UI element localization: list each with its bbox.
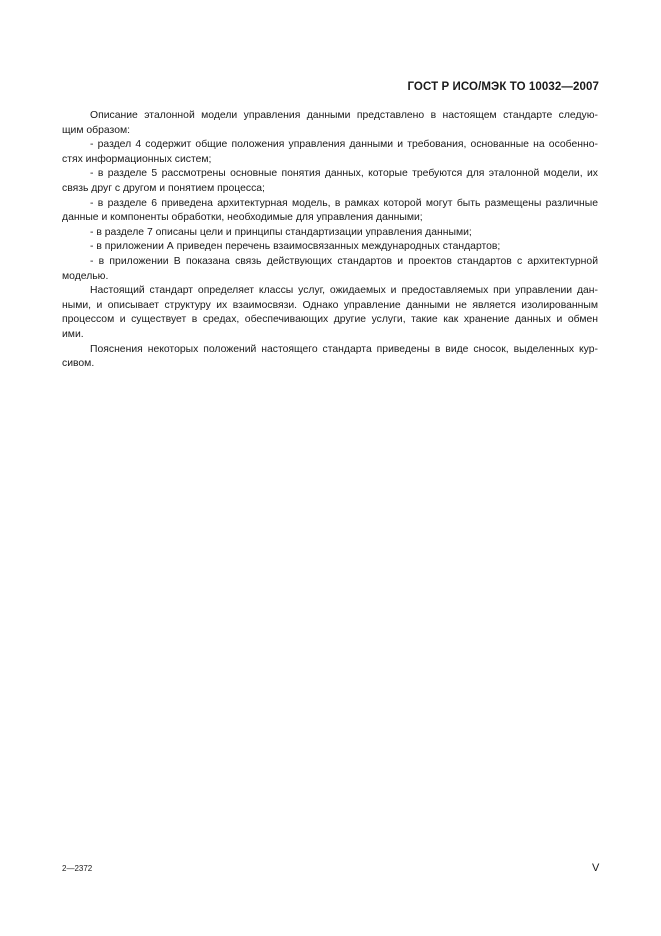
body-line: - раздел 4 содержит общие положения управления данными и требования, основанные на особенно- (90, 139, 598, 151)
body-line: данные и компоненты обработки, необходимые для управления данными; (62, 212, 423, 224)
body-line: щим образом: (62, 124, 131, 136)
body-line: стях информационных систем; (62, 153, 212, 165)
body-line: ими. (62, 328, 84, 340)
body-line: Описание эталонной модели управления данными представлено в настоящем стандарте следую- (90, 110, 598, 121)
document-body (62, 109, 598, 372)
body-line: связь друг с другом и понятием процесса; (62, 182, 265, 194)
body-line: Пояснения некоторых положений настоящего стандарта приведены в виде сносок, выделенных кур- (90, 343, 598, 355)
body-line: - в разделе 6 приведена архитектурная модель, в рамках которой могут быть размещены различные (90, 197, 598, 209)
body-line: процессом и существует в средах, обеспечивающих другие услуги, такие как хранение данных и обмен (62, 314, 598, 326)
body-line: ными, и описывает структуру их взаимосвязи. Однако управление данными не является изолированным (62, 299, 598, 311)
body-line: Настоящий стандарт определяет классы услуг, ожидаемых и предоставляемых при управлении дан- (90, 285, 598, 297)
page-number: V (592, 862, 600, 874)
body-line: - в приложении А приведен перечень взаимосвязанных международных стандартов; (90, 241, 501, 253)
body-line: моделью. (62, 270, 109, 282)
body-line: - в приложении В показана связь действующих стандартов и проектов стандартов с архитектурной (90, 255, 598, 267)
body-line: - в разделе 7 описаны цели и принципы стандартизации управления данными; (90, 226, 472, 238)
body-line: - в разделе 5 рассмотрены основные понятия данных, которые требуются для эталонной модели, их (90, 168, 598, 180)
body-line: сивом. (62, 358, 95, 370)
document-standard-code: ГОСТ Р ИСО/МЭК ТО 10032—2007 (407, 81, 599, 93)
sheet-code: 2—2372 (62, 864, 93, 873)
